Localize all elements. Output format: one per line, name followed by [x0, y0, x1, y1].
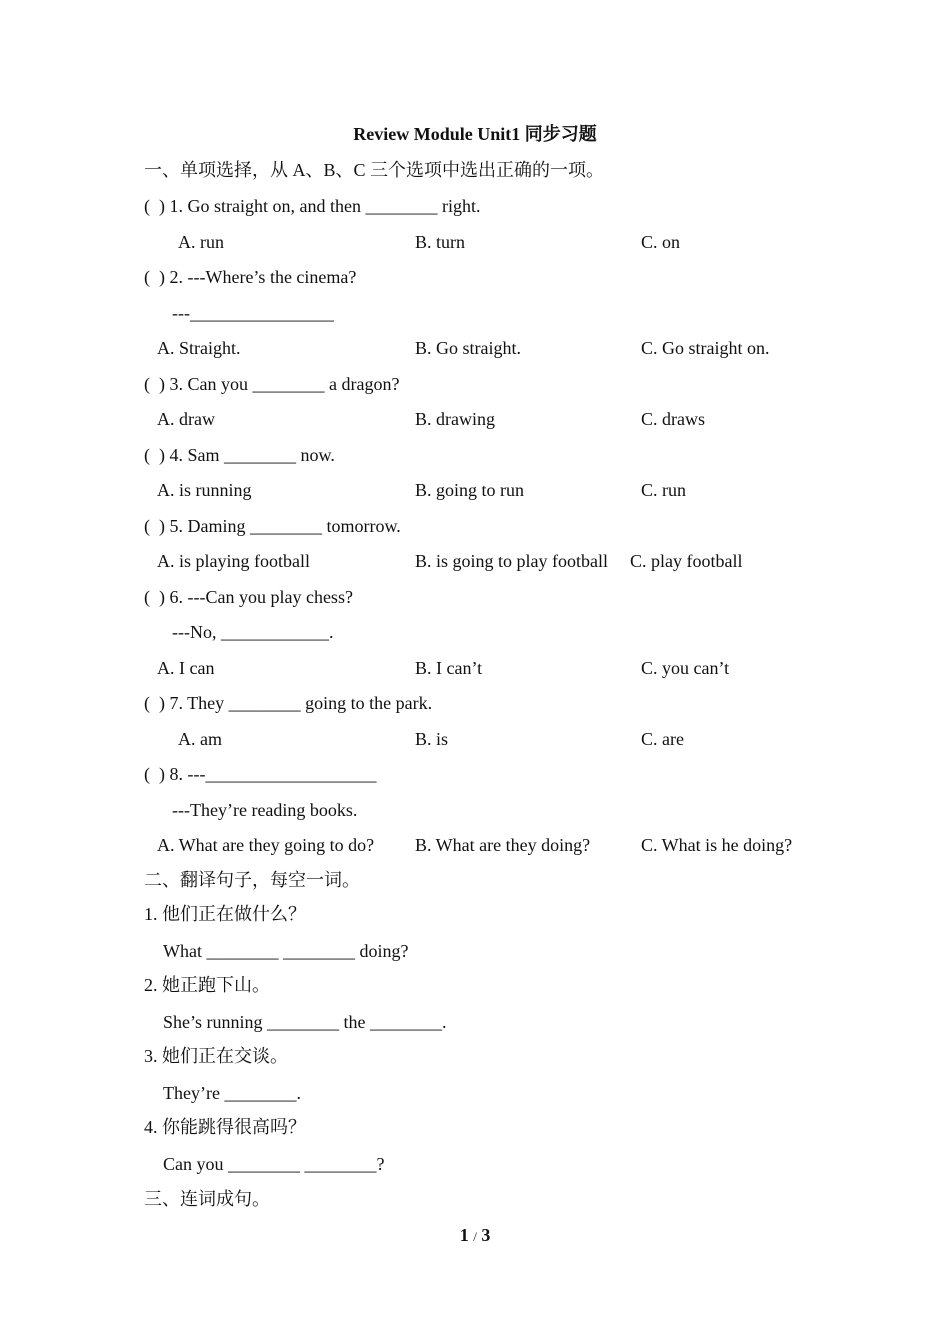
question-5-option-c: C. play football	[630, 551, 743, 571]
question-3-option-a: A. draw	[157, 409, 215, 429]
page-separator: /	[473, 1229, 477, 1244]
question-4-stem: ( ) 4. Sam ________ now.	[144, 445, 335, 465]
question-5-stem: ( ) 5. Daming ________ tomorrow.	[144, 516, 401, 536]
translation-3-chinese: 3. 她们正在交谈。	[144, 1046, 288, 1066]
translation-1-chinese: 1. 他们正在做什么？	[144, 904, 306, 924]
question-7-stem: ( ) 7. They ________ going to the park.	[144, 693, 433, 713]
question-8-answer-line: ---They’re reading books.	[172, 800, 358, 820]
question-2-stem: ( ) 2. ---Where’s the cinema?	[144, 267, 357, 287]
question-7-option-c: C. are	[641, 729, 684, 749]
question-3-stem: ( ) 3. Can you ________ a dragon?	[144, 374, 400, 394]
document-title: Review Module Unit1 同步习题	[353, 124, 597, 144]
translation-4-english: Can you ________ ________?	[163, 1154, 385, 1174]
question-2-answer-line: ---________________	[172, 303, 334, 323]
question-6-option-a: A. I can	[157, 658, 215, 678]
section-3-heading: 三、连词成句。	[144, 1189, 270, 1209]
question-1-option-c: C. on	[641, 232, 681, 252]
translation-3-english: They’re ________.	[163, 1083, 301, 1103]
question-2-option-c: C. Go straight on.	[641, 338, 770, 358]
section-1-heading: 一、单项选择，从 A、B、C 三个选项中选出正确的一项。	[144, 160, 605, 180]
question-7-option-a: A. am	[178, 729, 222, 749]
question-6-option-b: B. I can’t	[415, 658, 483, 678]
question-7-option-b: B. is	[415, 729, 449, 749]
question-5-option-a: A. is playing football	[157, 551, 310, 571]
question-1-option-b: B. turn	[415, 232, 466, 252]
question-4-option-a: A. is running	[157, 480, 252, 500]
translation-2-chinese: 2. 她正跑下山。	[144, 975, 270, 995]
question-3-option-b: B. drawing	[415, 409, 495, 429]
question-2-option-b: B. Go straight.	[415, 338, 521, 358]
question-6-option-c: C. you can’t	[641, 658, 730, 678]
question-5-option-b: B. is going to play football	[415, 551, 608, 571]
translation-2-english: She’s running ________ the ________.	[163, 1012, 447, 1032]
page-current: 1	[459, 1225, 469, 1245]
page-number	[0, 1225, 950, 1246]
translation-4-chinese: 4. 你能跳得很高吗？	[144, 1117, 306, 1137]
question-8-option-a: A. What are they going to do?	[157, 835, 375, 855]
question-4-option-b: B. going to run	[415, 480, 525, 500]
question-8-option-c: C. What is he doing?	[641, 835, 793, 855]
question-6-answer-line: ---No, ____________.	[172, 622, 334, 642]
question-6-stem: ( ) 6. ---Can you play chess?	[144, 587, 353, 607]
question-1-option-a: A. run	[178, 232, 224, 252]
question-8-stem: ( ) 8. ---___________________	[144, 764, 377, 784]
translation-1-english: What ________ ________ doing?	[163, 941, 409, 961]
question-2-option-a: A. Straight.	[157, 338, 241, 358]
question-3-option-c: C. draws	[641, 409, 705, 429]
question-1-stem: ( ) 1. Go straight on, and then ________ right.	[144, 196, 481, 216]
question-4-option-c: C. run	[641, 480, 686, 500]
question-8-option-b: B. What are they doing?	[415, 835, 591, 855]
page-total: 3	[481, 1225, 491, 1245]
section-2-heading: 二、翻译句子，每空一词。	[144, 870, 360, 890]
